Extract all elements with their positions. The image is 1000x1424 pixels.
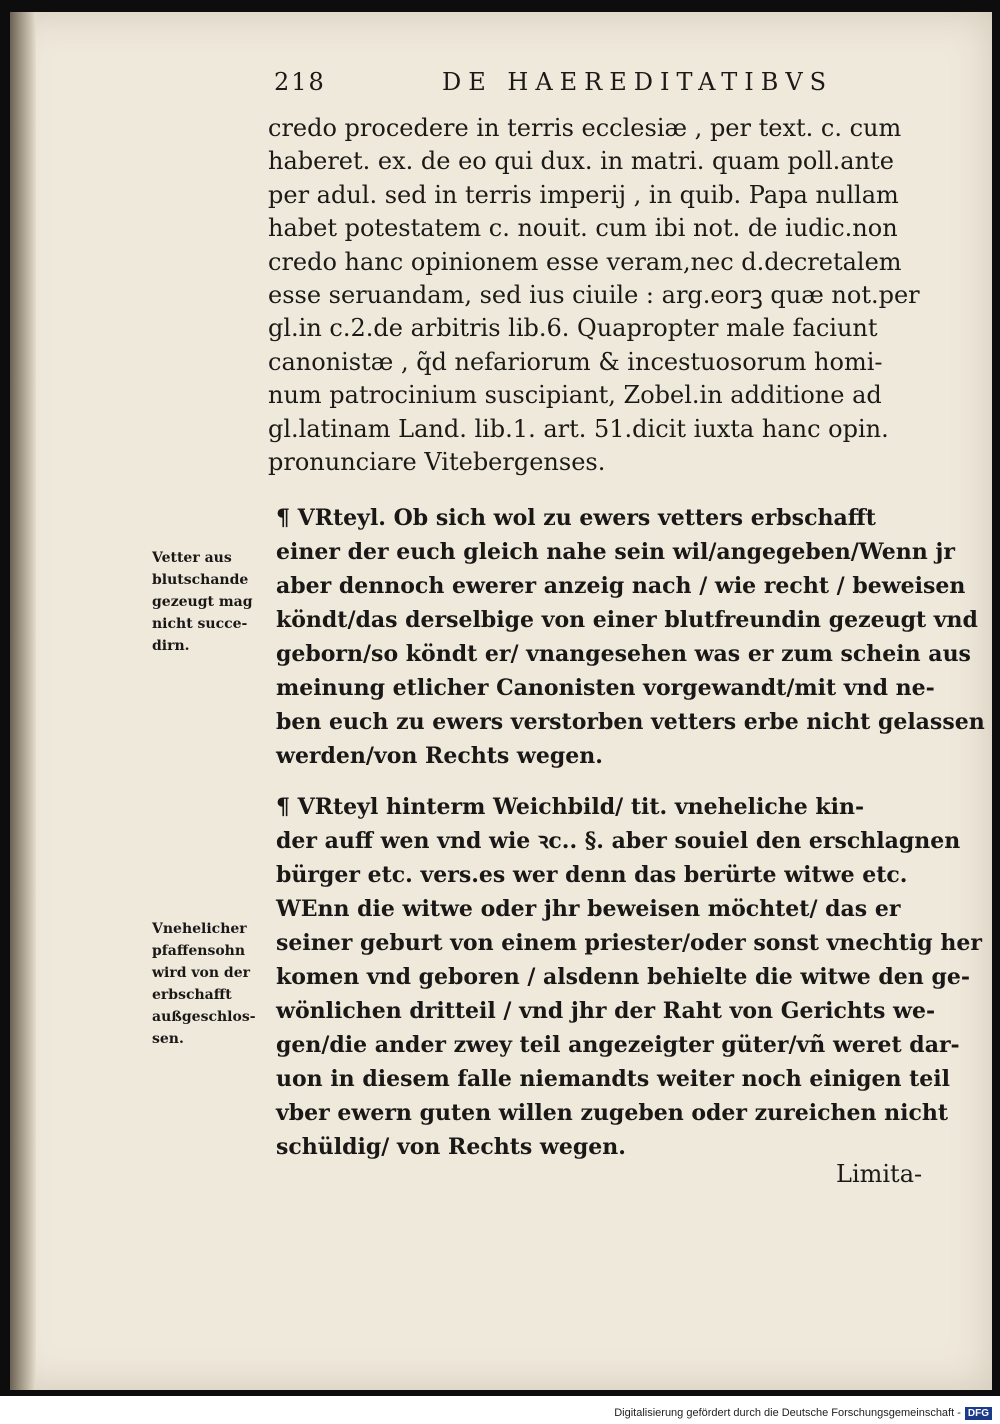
margin-line: wird von der bbox=[152, 965, 251, 981]
german-paragraph-urteyl-2 bbox=[276, 790, 961, 892]
text-line: canonistæ , q̃d nefariorum & incestuosorum homi- bbox=[268, 347, 883, 376]
text-line: haberet. ex. de eo qui dux. in matri. quam poll.ante bbox=[268, 147, 894, 176]
text-line: vber ewern guten willen zugeben oder zureichen nicht bbox=[276, 1100, 949, 1126]
margin-line: sen. bbox=[152, 1031, 184, 1047]
text-line: ¶ VRteyl hinterm Weichbild/ tit. vneheliche kin- bbox=[276, 794, 865, 820]
margin-line: Vnehelicher bbox=[152, 921, 247, 937]
text-line: schüldig/ von Rechts wegen. bbox=[276, 1134, 626, 1160]
text-line: WEnn die witwe oder jhr beweisen möchtet/ das er bbox=[276, 896, 901, 922]
margin-line: Vetter aus bbox=[152, 550, 232, 566]
text-line: gl.latinam Land. lib.1. art. 51.dicit iuxta hanc opin. bbox=[268, 414, 889, 443]
text-line: uon in diesem falle niemandts weiter noch einigen teil bbox=[276, 1066, 950, 1092]
margin-line: nicht succe- bbox=[152, 616, 248, 632]
latin-paragraph bbox=[268, 112, 948, 479]
margin-line: gezeugt mag bbox=[152, 594, 253, 610]
text-line: geborn/so köndt er/ vnangesehen was er zum schein aus bbox=[276, 641, 971, 667]
text-line: ben euch zu ewers verstorben vetters erbe nicht gelassen bbox=[276, 709, 985, 735]
margin-line: pfaffensohn bbox=[152, 943, 246, 959]
text-line: pronunciare Vitebergenses. bbox=[268, 447, 606, 476]
text-line: esse seruandam, sed ius ciuile : arg.eorꝫ quæ not.per bbox=[268, 280, 920, 309]
text-line: komen vnd geboren / alsdenn behielte die witwe den ge- bbox=[276, 964, 970, 990]
page-header bbox=[268, 68, 848, 108]
text-line: seiner geburt von einem priester/oder sonst vnechtig her bbox=[276, 930, 982, 956]
text-line: aber dennoch ewerer anzeig nach / wie recht / beweisen bbox=[276, 573, 966, 599]
text-line: per adul. sed in terris imperij , in quib. Papa nullam bbox=[268, 180, 899, 209]
margin-note-pfaffensohn bbox=[152, 918, 282, 1050]
text-line: habet potestatem c. nouit. cum ibi not. de iudic.non bbox=[268, 214, 898, 243]
margin-line: blutschande bbox=[152, 572, 249, 588]
text-line: einer der euch gleich nahe sein wil/angegeben/Wenn jr bbox=[276, 539, 955, 565]
text-line: meinung etlicher Canonisten vorgewandt/mit vnd ne- bbox=[276, 675, 935, 701]
margin-line: außgeschlos- bbox=[152, 1009, 256, 1025]
margin-line: erbschafft bbox=[152, 987, 232, 1003]
dfg-logo: DFG bbox=[965, 1407, 992, 1420]
page-gutter bbox=[10, 12, 36, 1390]
page-number: 218 bbox=[274, 68, 326, 96]
digitization-footer bbox=[614, 1404, 992, 1422]
margin-note-vetter bbox=[152, 547, 282, 657]
text-line: köndt/das derselbige von einer blutfreundin gezeugt vnd bbox=[276, 607, 978, 633]
text-line: ¶ VRteyl. Ob sich wol zu ewers vetters erbschafft bbox=[276, 505, 876, 531]
text-line: num patrocinium suscipiant, Zobel.in additione ad bbox=[268, 381, 882, 410]
text-line: credo hanc opinionem esse veram,nec d.decretalem bbox=[268, 247, 902, 276]
text-line: bürger etc. vers.es wer denn das berürte witwe etc. bbox=[276, 862, 908, 888]
text-line: gl.in c.2.de arbitris lib.6. Quapropter male faciunt bbox=[268, 314, 878, 343]
funding-notice: Digitalisierung gefördert durch die Deutsche Forschungsgemeinschaft - bbox=[614, 1407, 961, 1419]
text-line: werden/von Rechts wegen. bbox=[276, 743, 603, 769]
margin-line: dirn. bbox=[152, 638, 190, 654]
text-line: wönlichen dritteil / vnd jhr der Raht von Gerichts we- bbox=[276, 998, 936, 1024]
text-line: credo procedere in terris ecclesiæ , per text. c. cum bbox=[268, 114, 902, 142]
german-paragraph-witwe bbox=[276, 892, 982, 1164]
catchword: Limita- bbox=[836, 1160, 923, 1188]
german-paragraph-urteyl-1 bbox=[276, 501, 985, 773]
text-line: gen/die ander zwey teil angezeigter güter/vñ weret dar- bbox=[276, 1032, 960, 1058]
text-line: der auff wen vnd wie ꝛc.. §. aber souiel den erschlagnen bbox=[276, 828, 961, 854]
running-title: DE HAEREDITATIBVS bbox=[442, 68, 834, 96]
